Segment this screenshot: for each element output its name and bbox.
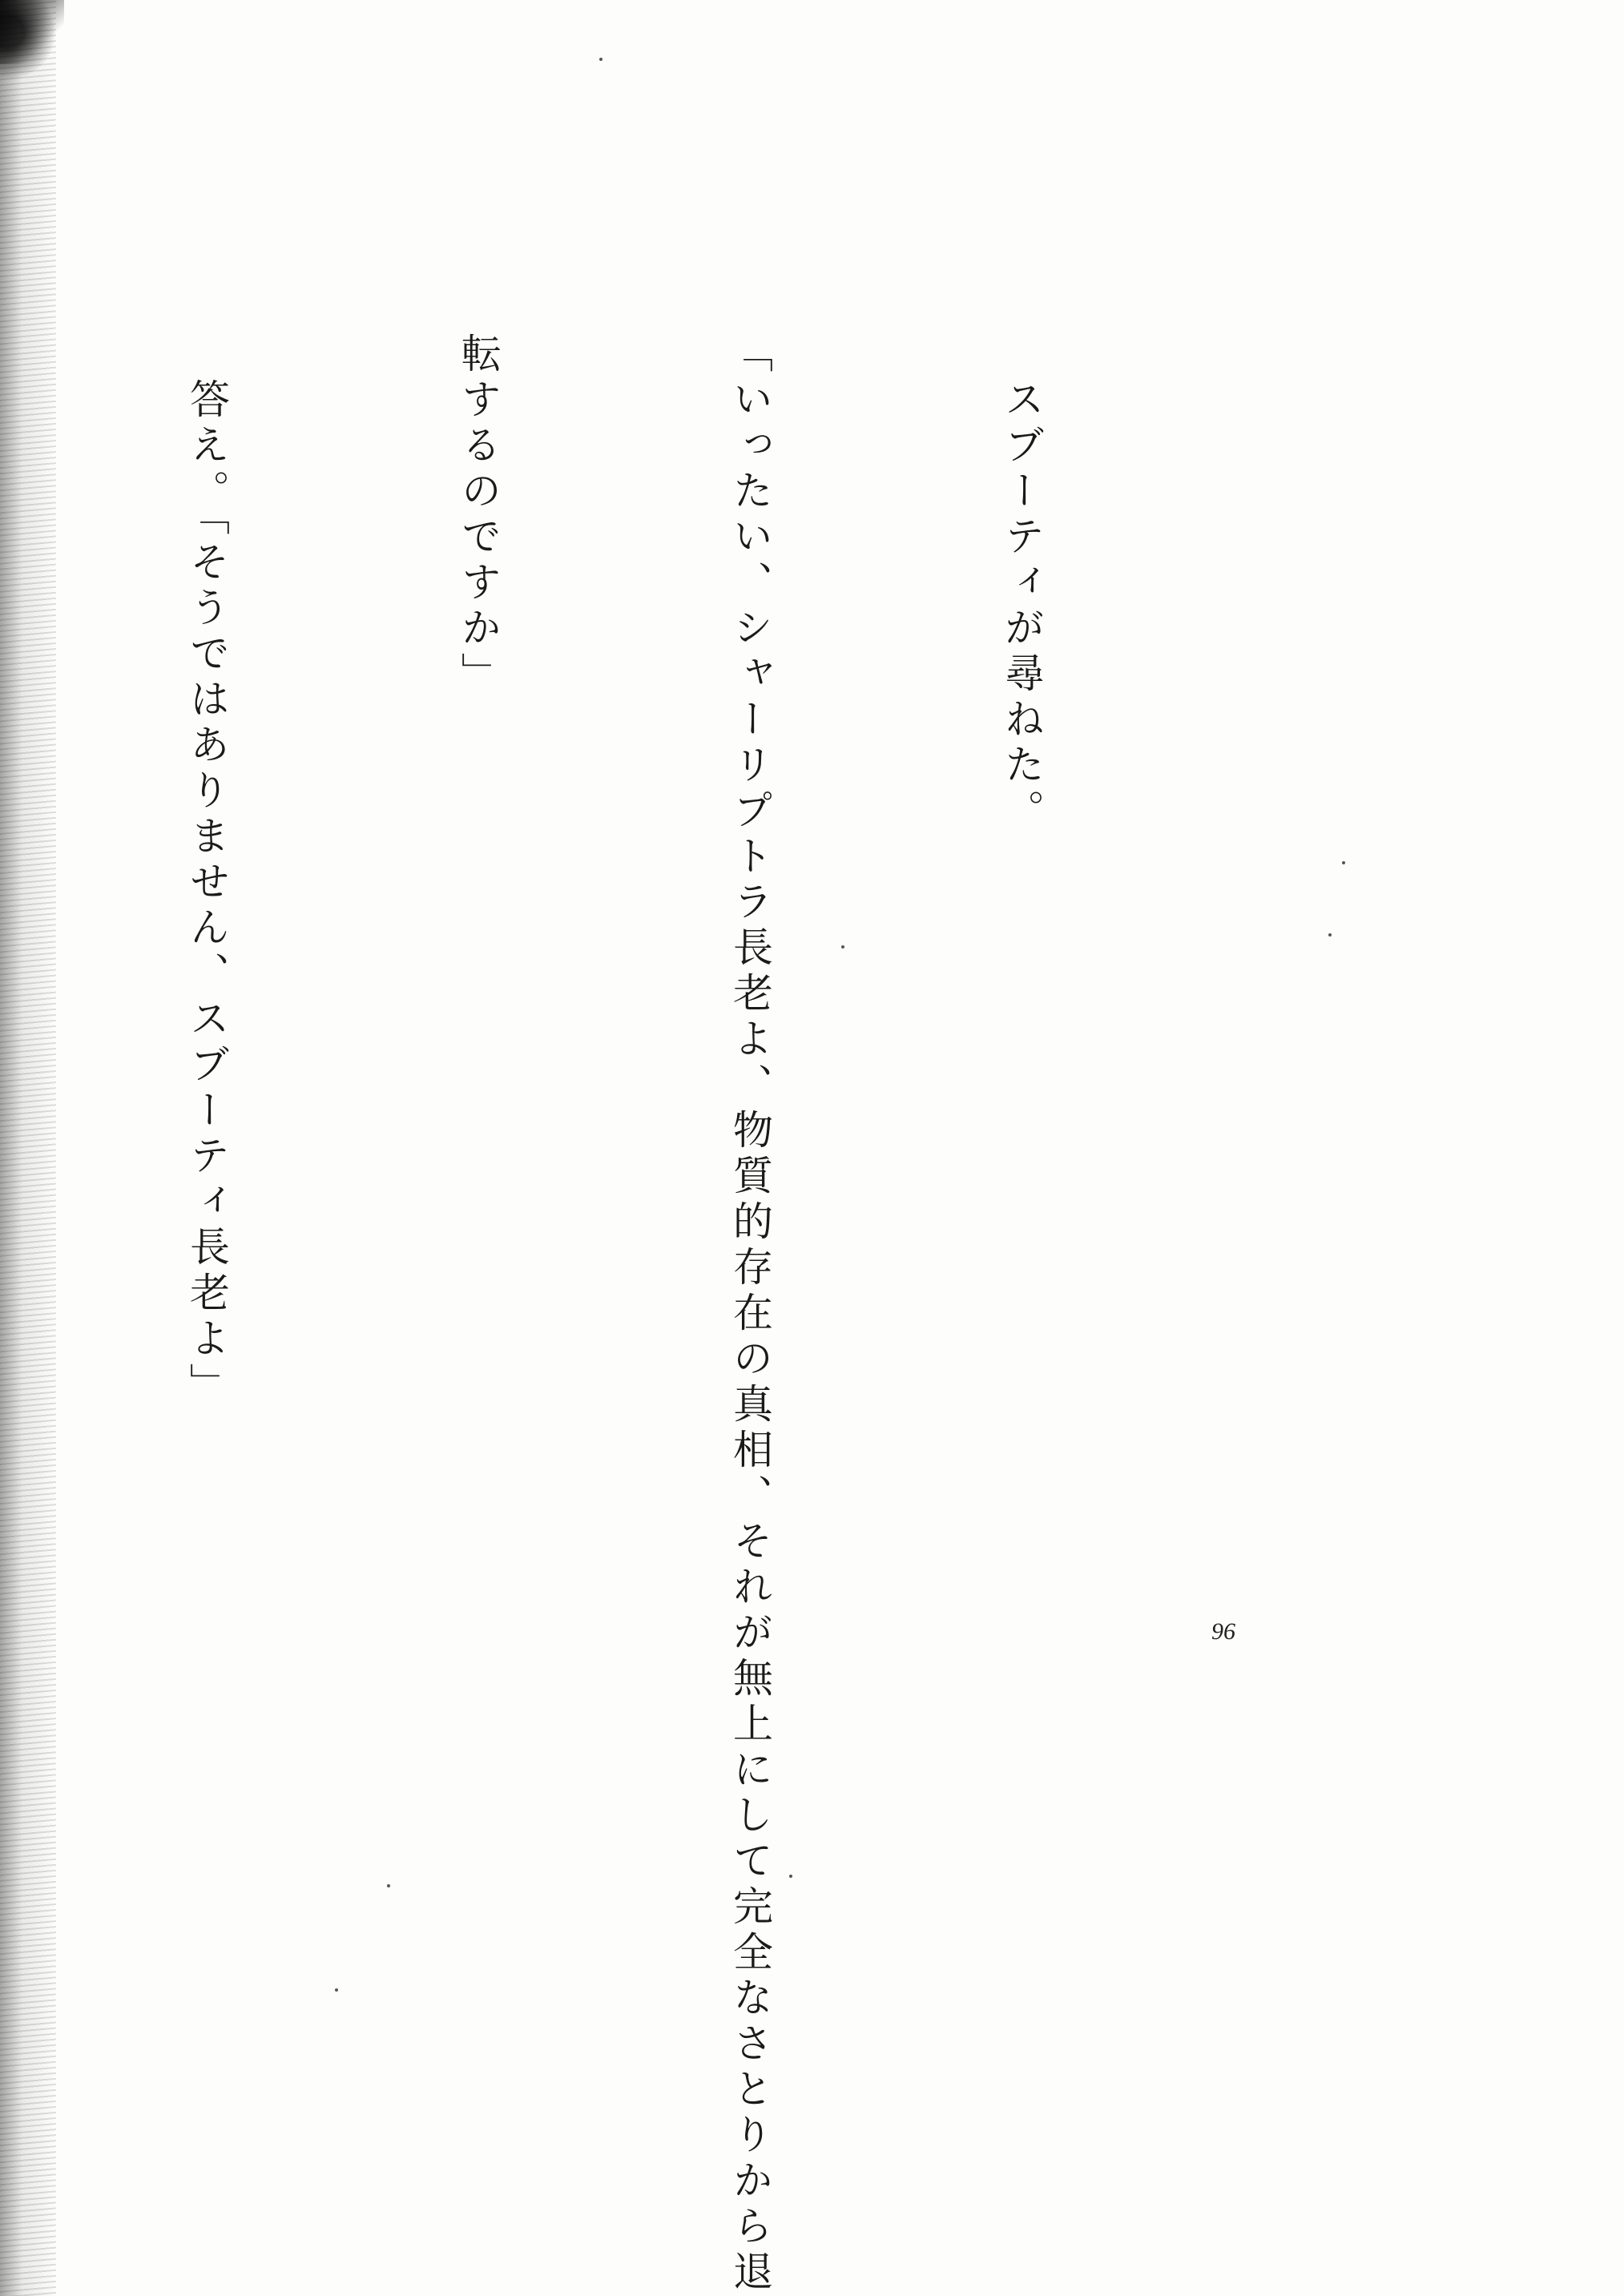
scan-speck — [599, 58, 602, 61]
text-line-2: 「いったい、シャーリプトラ長老よ、物質的存在の真相、それが無上にして完全なさとりから退 — [727, 332, 773, 2296]
text-line-1: スブーティが尋ねた。 — [998, 332, 1045, 835]
scan-speck — [387, 1884, 390, 1887]
scan-speck — [841, 945, 844, 949]
scan-speck — [1328, 933, 1332, 937]
scan-corner-shadow — [0, 0, 64, 64]
scan-speck — [789, 1875, 792, 1878]
page-number: 96 — [1211, 1618, 1235, 1645]
scan-speck — [335, 1988, 338, 1992]
scan-speck — [1342, 861, 1345, 864]
text-line-3: 転するのですか」 — [455, 332, 502, 698]
text-line-4: 答え。「そうではありません、スブーティ長老よ」 — [183, 332, 230, 1408]
